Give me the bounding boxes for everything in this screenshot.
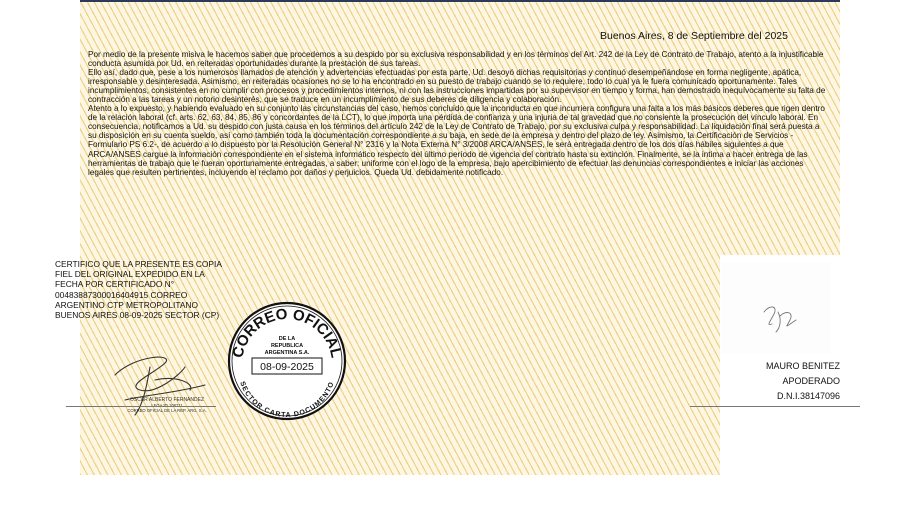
signatory-dni: D.N.I.38147096	[776, 391, 840, 401]
signature-line-right	[690, 406, 860, 407]
stamp-bottom-text: SECTOR CARTA DOCUMENTO	[238, 380, 336, 420]
certification-line: BUENOS AIRES 08-09-2025 SECTOR (CP)	[55, 310, 220, 321]
certification-line: ARGENTINO CTP METROPOLITANO	[55, 299, 199, 310]
certification-line: FECHA POR CERTIFICADO N°	[55, 279, 175, 290]
clerk-signature	[95, 345, 230, 425]
signature-line-left	[66, 406, 216, 407]
clerk-stamp-line: OSCAR ALBERTO FERNANDEZ	[130, 397, 204, 403]
signatory-name: MAURO BENITEZ	[765, 361, 840, 371]
letter-date: Buenos Aires, 8 de Septiembre del 2025	[600, 30, 788, 42]
stamp-top-text: CORREO OFICIAL	[229, 305, 345, 360]
letter-paragraph: Atento a lo expuesto, y habiendo evaluado en su conjunto las circunstancias del caso, hemos concluido que la inconducta en que incurriera configura una falta a los más básicos deberes que rigen dentro de la relación laboral (cf. arts. 62, 63, 84, 85, 86 y concordantes de la LCT), lo que importa una pérdida de confianza y una injuria de tal gravedad que no consiente la prosecución del vínculo laboral. En consecuencia, notificamos a Ud. su despido con justa causa en los términos del artículo 242 de la Ley de Contrato de Trabajo, por su exclusiva culpa y responsabilidad. La liquidación final será puesta a su disposición en su cuenta sueldo, así como también toda la documentación correspondiente a su baja, en sede de la empresa y dentro del plazo de ley. Asimismo, la Certificación de Servicios -Formulario PS 6.2-, de acuerdo a lo dispuesto por la Resolución General N° 2316 y la Nota Externa N° 3/2008 ARCA/ANSES, le será entregada dentro de los dos días hábiles siguientes a que ARCA/ANSES cargue la información correspondiente en el sistema informático respecto del último período de vigencia del contrato hasta su extinción. Finalmente, se la intima a hacer entrega de las herramientas de trabajo que le fueran oportunamente entregadas, a saber: uniforme con el logo de la empresa, bajo apercibimiento de efectuar las denuncias correspondientes e iniciar las acciones legales que resulten pertinentes, incluyendo el reclamo por daños y perjuicios. Queda Ud. debidamente notificado.	[88, 104, 825, 177]
stamp-inner-line: REPUBLICA	[270, 343, 304, 349]
stamp-inner-line: DE LA	[278, 336, 296, 342]
certification-line: FIEL DEL ORIGINAL EXPEDIDO EN LA	[55, 269, 205, 280]
letter-body	[88, 50, 828, 177]
certification-line: CERTIFICO QUE LA PRESENTE ES COPIA	[55, 259, 222, 269]
signatory-role: APODERADO	[782, 376, 840, 386]
official-stamp	[222, 296, 352, 426]
signatory-signature	[756, 298, 806, 336]
letter-paragraph: Por medio de la presente misiva le hacemos saber que procedemos a su despido por su exclusiva responsabilidad y en los términos del Art. 242 de la Ley de Contrato de Trabajo, atento a la injustificable conducta asumida por Ud. en reiteradas oportunidades durante la prestación de sus tareas.	[88, 50, 824, 69]
stamp-date: 08-09-2025	[260, 361, 314, 373]
signatory-block	[745, 359, 840, 404]
clerk-stamp-line: CORREO OFICIAL DE LA REP. ARG. S.A.	[127, 408, 207, 413]
certification-block	[55, 259, 222, 320]
certification-line: 00483887300016404915 CORREO	[55, 289, 188, 300]
letter-paragraph: Ello así, dado que, pese a los numerosos llamados de atención y advertencias efectuadas por esta parte, Ud. desoyó dichas requisitorias y continuó desempeñándose en forma negligente, apática, irresponsable y desinteresada. Asimismo, en reiteradas ocasiones no se lo ha encontrado en su puesto de trabajo cuando se lo requiere, todo lo cual ya le fuera comunicado oportunamente. Tales incumplimientos, consistentes en no cumplir con procesos y procedimientos internos, ni con las instrucciones impartidas por su supervisor en tiempo y forma, han demostrado inequívocamente su falta de contracción a las tareas y un notorio desinterés, que se traduce en un incumplimiento de sus deberes de diligencia y colaboración.	[88, 68, 826, 105]
stamp-inner-line: ARGENTINA S.A.	[264, 350, 310, 356]
